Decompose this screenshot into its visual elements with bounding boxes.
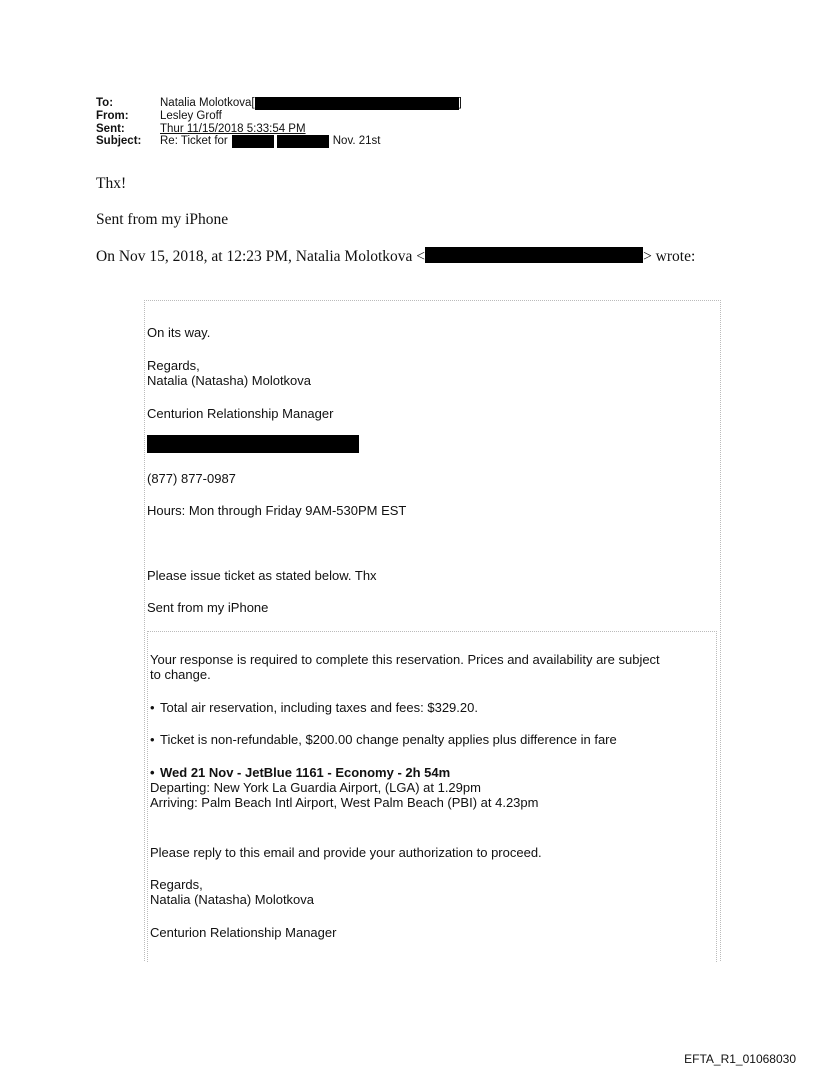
document-id: EFTA_R1_01068030 <box>684 1052 796 1066</box>
reply-sent-from: Sent from my iPhone <box>96 211 229 228</box>
inner-title: Centurion Relationship Manager <box>150 925 337 940</box>
from-label: From: <box>96 110 129 122</box>
on-prefix: On Nov 15, 2018, at 12:23 PM, Natalia Molotkova < <box>96 248 426 265</box>
sent-value: Thur 11/15/2018 5:33:54 PM <box>160 122 306 135</box>
email-header <box>96 97 462 148</box>
sent-label: Sent: <box>96 122 125 135</box>
bullet-icon: • <box>150 765 155 780</box>
from-row <box>96 110 462 123</box>
subject-row <box>96 135 462 148</box>
inner-regards: Regards, <box>150 877 203 892</box>
bullet-ticket-text: Ticket is non-refundable, $200.00 change penalty applies plus difference in fare <box>160 732 617 747</box>
quoted-hours: Hours: Mon through Friday 9AM-530PM EST <box>147 503 407 518</box>
reply-line1: Thx! <box>96 175 127 192</box>
quoted-message <box>144 300 721 961</box>
to-row <box>96 97 462 110</box>
to-value: Natalia Molotkova[ <box>160 97 255 109</box>
reservation-intro-1: Your response is required to complete this reservation. Prices and availability are subject <box>150 652 660 667</box>
bullet-icon: • <box>150 700 155 715</box>
redaction-bar <box>277 135 329 148</box>
reply-on-line <box>96 247 695 266</box>
to-label: To: <box>96 97 114 109</box>
redaction-bar <box>147 435 359 453</box>
quoted-name: Natalia (Natasha) Molotkova <box>147 373 312 388</box>
inner-name: Natalia (Natasha) Molotkova <box>150 892 315 907</box>
redaction-bar <box>255 97 459 110</box>
reservation-quote <box>147 631 717 962</box>
quoted-title: Centurion Relationship Manager <box>147 406 334 421</box>
flight-title-text: Wed 21 Nov - JetBlue 1161 - Economy - 2h 54m <box>160 765 451 780</box>
flight-departing: Departing: New York La Guardia Airport, (LGA) at 1.29pm <box>150 780 481 795</box>
subject-prefix: Re: Ticket for <box>160 135 228 147</box>
quoted-regards: Regards, <box>147 358 200 373</box>
from-value: Lesley Groff <box>160 110 222 122</box>
quoted-sent-from: Sent from my iPhone <box>147 600 269 615</box>
quoted-issue: Please issue ticket as stated below. Thx <box>147 568 377 583</box>
subject-label: Subject: <box>96 135 142 147</box>
to-close: ] <box>458 97 462 109</box>
bullet-total-text: Total air reservation, including taxes and fees: $329.20. <box>160 700 478 715</box>
bullet-total <box>150 700 478 715</box>
quoted-phone: (877) 877-0987 <box>147 471 236 486</box>
bullet-icon: • <box>150 732 155 747</box>
on-suffix: > wrote: <box>643 248 696 265</box>
redaction-bar <box>425 247 643 263</box>
sent-row <box>96 123 462 136</box>
redaction-bar <box>232 135 274 148</box>
quoted-line1: On its way. <box>147 325 211 340</box>
reply-prompt: Please reply to this email and provide your authorization to proceed. <box>150 845 542 860</box>
flight-title <box>150 765 450 780</box>
reservation-intro-2: to change. <box>150 667 211 682</box>
subject-suffix: Nov. 21st <box>332 135 381 147</box>
bullet-ticket <box>150 732 617 747</box>
flight-arriving: Arriving: Palm Beach Intl Airport, West Palm Beach (PBI) at 4.23pm <box>150 795 539 810</box>
